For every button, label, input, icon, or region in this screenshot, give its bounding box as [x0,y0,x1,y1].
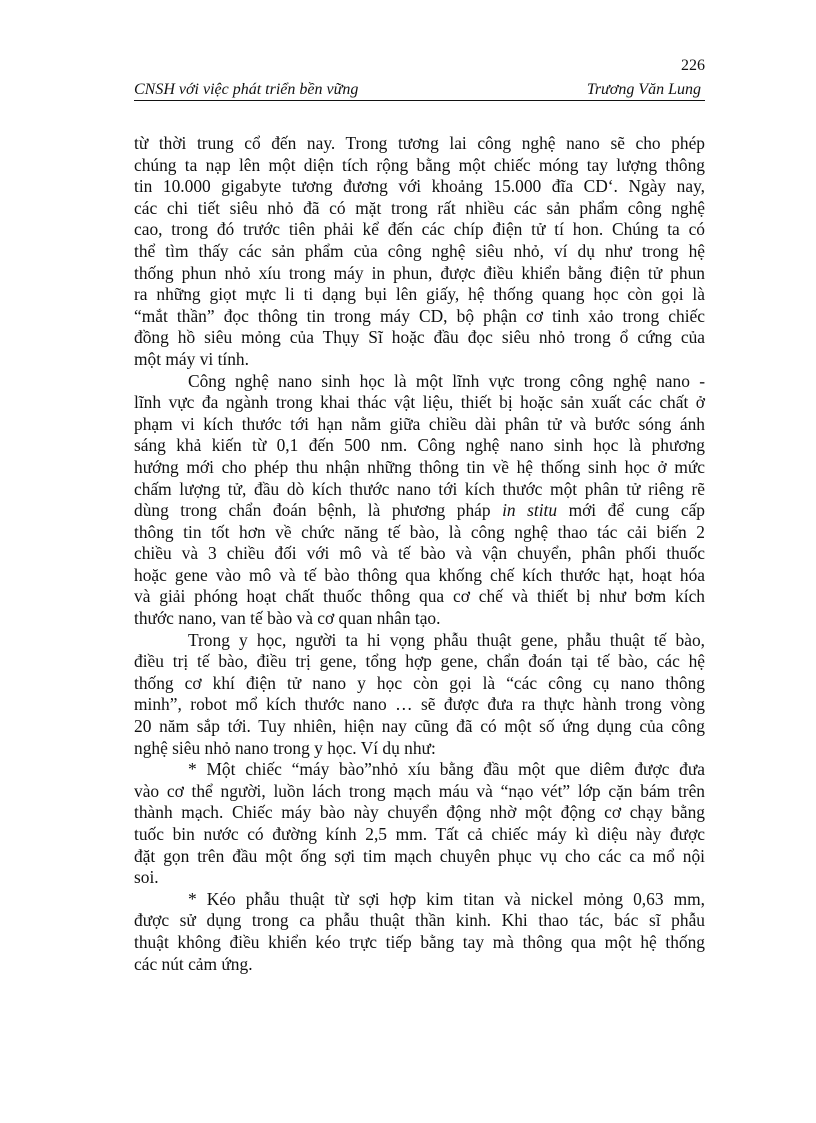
paragraph-2 [134,371,705,630]
text-line: 20 năm sắp tới. Tuy nhiên, hiện nay cũng đã có một số ứng dụng của công [134,716,705,737]
text-line: lĩnh vực đa ngành trong khai thác vật liệu, thiết bị hoặc sản xuất các chất ở [134,392,705,413]
text-span: dùng trong chẩn đoán bệnh, là phương pháp [134,500,503,521]
text-line: thông tin tốt hơn về chức năng tế bào, là công nghệ thao tác cải biến 2 [134,521,705,542]
text-line: đồng hồ siêu mỏng của Thụy Sĩ hoặc đầu đọc siêu nhỏ trong ổ cứng của [134,327,705,348]
text-line: tin 10.000 gigabyte tương đương với khoảng 15.000 đĩa CD‘. Ngày nay, [134,176,705,197]
text-line: hướng mới cho phép thu nhận những thông tin về hệ thống sinh học ở mức [134,456,705,477]
text-line: soi. [134,867,159,888]
text-line: * Một chiếc “máy bào”nhỏ xíu bằng đầu một que diêm được đưa [188,759,705,780]
text-line: chấm lượng tử, đầu dò kích thước nano tới kích thước một phân tử riêng rẽ [134,478,705,499]
text-line: được sử dụng trong ca phẫu thuật thần kinh. Khi thao tác, bác sĩ phẫu [134,910,705,931]
text-line: thống phun nhỏ xíu trong máy in phun, được điều khiển bằng điện tử phun [134,262,705,283]
text-line: hoặc gene vào mô và tế bào thông qua khống chế kích thước hạt, hoạt hóa [134,564,705,585]
paragraph-5 [134,889,705,975]
italic-term: in stitu [502,500,558,521]
text-line: một máy vi tính. [134,348,249,369]
text-line: thống cơ khí điện tử nano y học còn gọi là “các công cụ nano thông [134,672,705,693]
text-line: thước nano, van tế bào và cơ quan nhân tạo. [134,608,441,629]
body-text [134,133,705,975]
text-line: phạm vi kích thước tới hạn nằm giữa chiều dài phân tử và bước sóng ánh [134,413,705,434]
text-line: nghệ siêu nhỏ nano trong y học. Ví dụ như: [134,737,436,758]
text-line: ra những giọt mực li ti dạng bụi lên giấy, hệ thống quang học còn gọi là [134,284,705,305]
text-line: đặt gọn trên đầu một ống sợi tim mạch chuyên phục vụ cho các ca mổ nội [134,845,705,866]
page-number: 226 [681,57,705,74]
text-line: Công nghệ nano sinh học là một lĩnh vực trong công nghệ nano - [188,370,705,391]
text-line: sáng khả kiến từ 0,1 đến 500 nm. Công nghệ nano sinh học là phương [134,435,705,456]
text-span: mới để cung cấp [557,500,705,521]
text-line: các nút cảm ứng. [134,953,253,974]
text-line: các chi tiết siêu nhỏ đã có mặt trong rất nhiều các sản phẩm công nghệ [134,197,705,218]
text-line: thuật không điều khiển kéo trực tiếp bằng tay mà thông qua một hệ thống [134,931,705,952]
paragraph-1 [134,133,705,371]
text-line: Trong y học, người ta hi vọng phẫu thuật gene, phẫu thuật tế bào, [188,629,705,650]
text-line: thể tìm thấy các sản phẩm của công nghệ siêu nhỏ, ví dụ như trong hệ [134,240,705,261]
header-title: CNSH với việc phát triển bền vững [134,81,359,98]
text-line: * Kéo phẫu thuật từ sợi hợp kim titan và nickel mỏng 0,63 mm, [188,888,705,909]
text-line: chiều và 3 chiều đối với mô và tế bào và vận chuyển, phân phối thuốc [134,543,705,564]
text-line: cao, trong đó trước tiên phải kể đến các chíp điện tử tí hon. Chúng ta có [134,219,705,240]
text-line: điều trị tế bào, điều trị gene, tổng hợp gene, chẩn đoán tại tế bào, các hệ [134,651,705,672]
text-line: vào cơ thể người, luồn lách trong mạch máu và “nạo vét” lớp cặn bám trên [134,780,705,801]
paragraph-4 [134,759,705,889]
text-line: chúng ta nạp lên một diện tích rộng bằng một chiếc móng tay lượng thông [134,154,705,175]
text-line-with-italic [134,500,705,522]
running-header [134,80,705,101]
text-line: thành mạch. Chiếc máy bào này chuyển động nhờ một động cơ chạy bằng [134,802,705,823]
text-line: minh”, robot mổ kích thước nano … sẽ được đưa ra thực hành trong vòng [134,694,705,715]
paragraph-3 [134,630,705,760]
text-line: từ thời trung cổ đến nay. Trong tương lai công nghệ nano sẽ cho phép [134,133,705,153]
text-line: và giải phóng hoạt chất thuốc thông qua cơ chế và thiết bị như bơm kích [134,586,705,607]
text-line: tuốc bin nước có đường kính 2,5 mm. Tất cả chiếc máy kì diệu này được [134,824,705,844]
header-author: Trương Văn Lung [586,81,701,98]
text-line: “mắt thần” đọc thông tin trong máy CD, bộ phận cơ tinh xảo trong chiếc [134,305,705,326]
